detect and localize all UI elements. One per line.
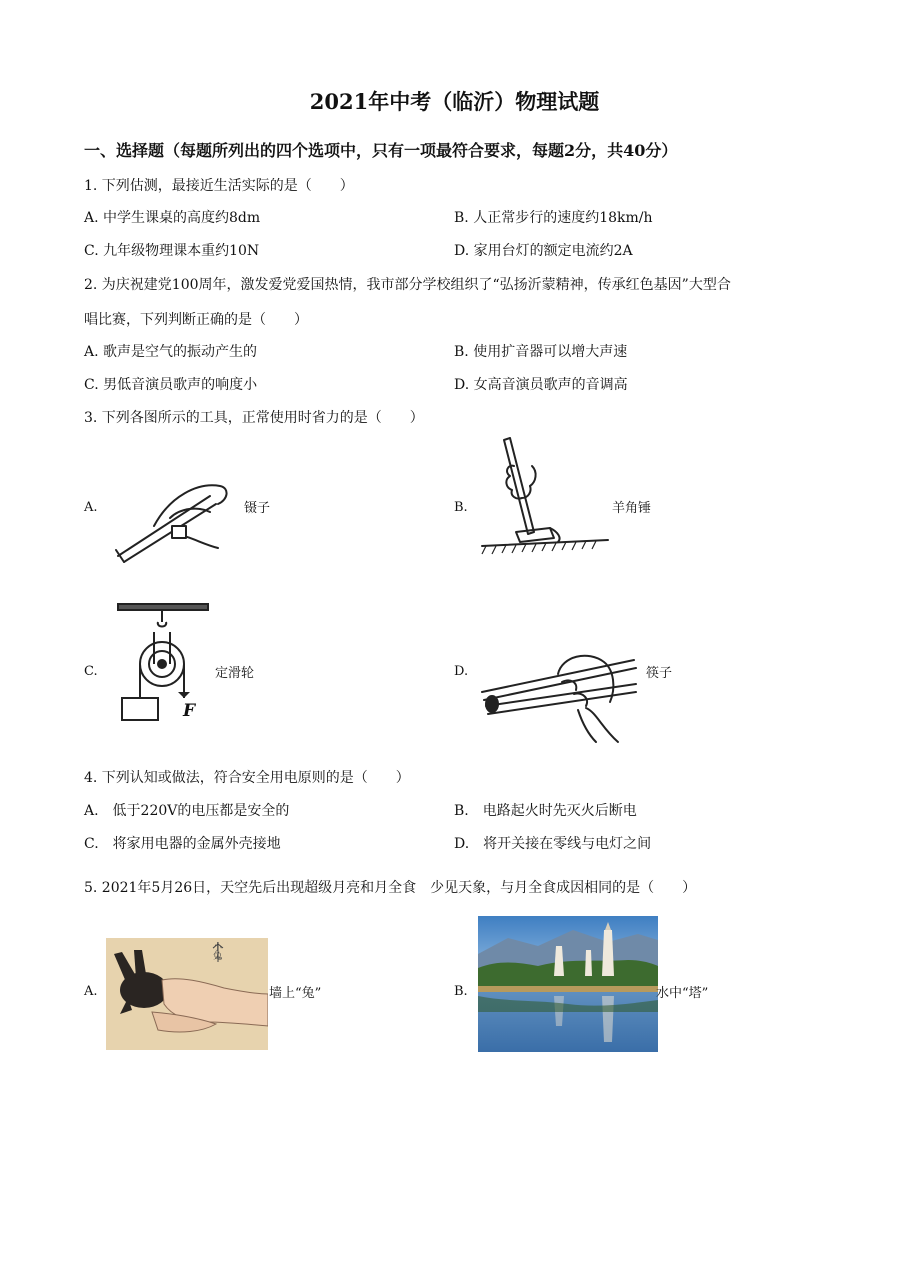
question-2-option-b[interactable]: B. 使用扩音器可以增大声速 xyxy=(454,344,628,360)
question-4-option-b[interactable]: B. 电路起火时先灭火后断电 xyxy=(454,803,637,819)
question-5-option-b-letter[interactable]: B. xyxy=(454,984,468,999)
question-2-stem-line1: 2. 为庆祝建党100周年，激发爱党爱国热情，我市部分学校组织了“弘扬沂蒙精神，传承红色基因”大型合 xyxy=(84,277,731,293)
question-3-option-b-letter[interactable]: B. xyxy=(454,500,468,515)
pagoda-reflection-image xyxy=(478,916,658,1052)
question-3-option-d-letter[interactable]: D. xyxy=(454,664,469,679)
question-3-option-c-letter[interactable]: C. xyxy=(84,664,98,679)
question-2-option-a[interactable]: A. 歌声是空气的振动产生的 xyxy=(84,344,258,360)
question-1-stem: 1. 下列估测，最接近生活实际的是（ ） xyxy=(84,178,354,194)
question-5-stem: 5. 2021年5月26日，天空先后出现超级月亮和月全食 少见天象，与月全食成因相同的是（ ） xyxy=(84,880,697,896)
question-2-stem-line2: 唱比赛，下列判断正确的是（ ） xyxy=(84,312,308,328)
question-1-option-d[interactable]: D. 家用台灯的额定电流约2A xyxy=(454,243,633,259)
question-3-option-b-caption: 羊角锤 xyxy=(612,501,652,516)
fixed-pulley-icon xyxy=(114,602,212,724)
question-5-option-a-letter[interactable]: A. xyxy=(84,984,98,999)
question-3-option-a-caption: 镊子 xyxy=(244,501,271,516)
question-1-option-c[interactable]: C. 九年级物理课本重约10N xyxy=(84,243,260,259)
section-heading: 一、选择题（每题所列出的四个选项中，只有一项最符合要求，每题2分，共40分） xyxy=(84,141,678,160)
claw-hammer-icon xyxy=(480,436,612,556)
question-3-option-d-caption: 筷子 xyxy=(646,666,673,681)
question-4-option-a[interactable]: A. 低于220V的电压都是安全的 xyxy=(84,803,290,819)
hand-shadow-rabbit-image xyxy=(106,938,268,1050)
question-4-option-c[interactable]: C. 将家用电器的金属外壳接地 xyxy=(84,836,281,852)
question-3-option-a-letter[interactable]: A. xyxy=(84,500,98,515)
tweezers-icon xyxy=(110,478,236,564)
question-4-stem: 4. 下列认知或做法，符合安全用电原则的是（ ） xyxy=(84,770,410,786)
force-label: F xyxy=(183,701,196,721)
question-4-option-d[interactable]: D. 将开关接在零线与电灯之间 xyxy=(454,836,652,852)
question-1-option-a[interactable]: A. 中学生课桌的高度约8dm xyxy=(84,210,261,226)
question-3-stem: 3. 下列各图所示的工具，正常使用时省力的是（ ） xyxy=(84,410,424,426)
question-3-option-c-caption: 定滑轮 xyxy=(215,666,255,681)
question-2-option-d[interactable]: D. 女高音演员歌声的音调高 xyxy=(454,377,628,393)
chopsticks-icon xyxy=(478,648,638,746)
question-1-option-b[interactable]: B. 人正常步行的速度约18km/h xyxy=(454,210,653,226)
image-caption-small-rabbit: 小兔 xyxy=(211,942,221,960)
question-5-option-b-caption: 水中“塔” xyxy=(656,986,709,1001)
page-title: 2021年中考（临沂）物理试题 xyxy=(309,89,600,114)
question-5-option-a-caption: 墙上“兔” xyxy=(269,986,322,1001)
question-2-option-c[interactable]: C. 男低音演员歌声的响度小 xyxy=(84,377,258,393)
